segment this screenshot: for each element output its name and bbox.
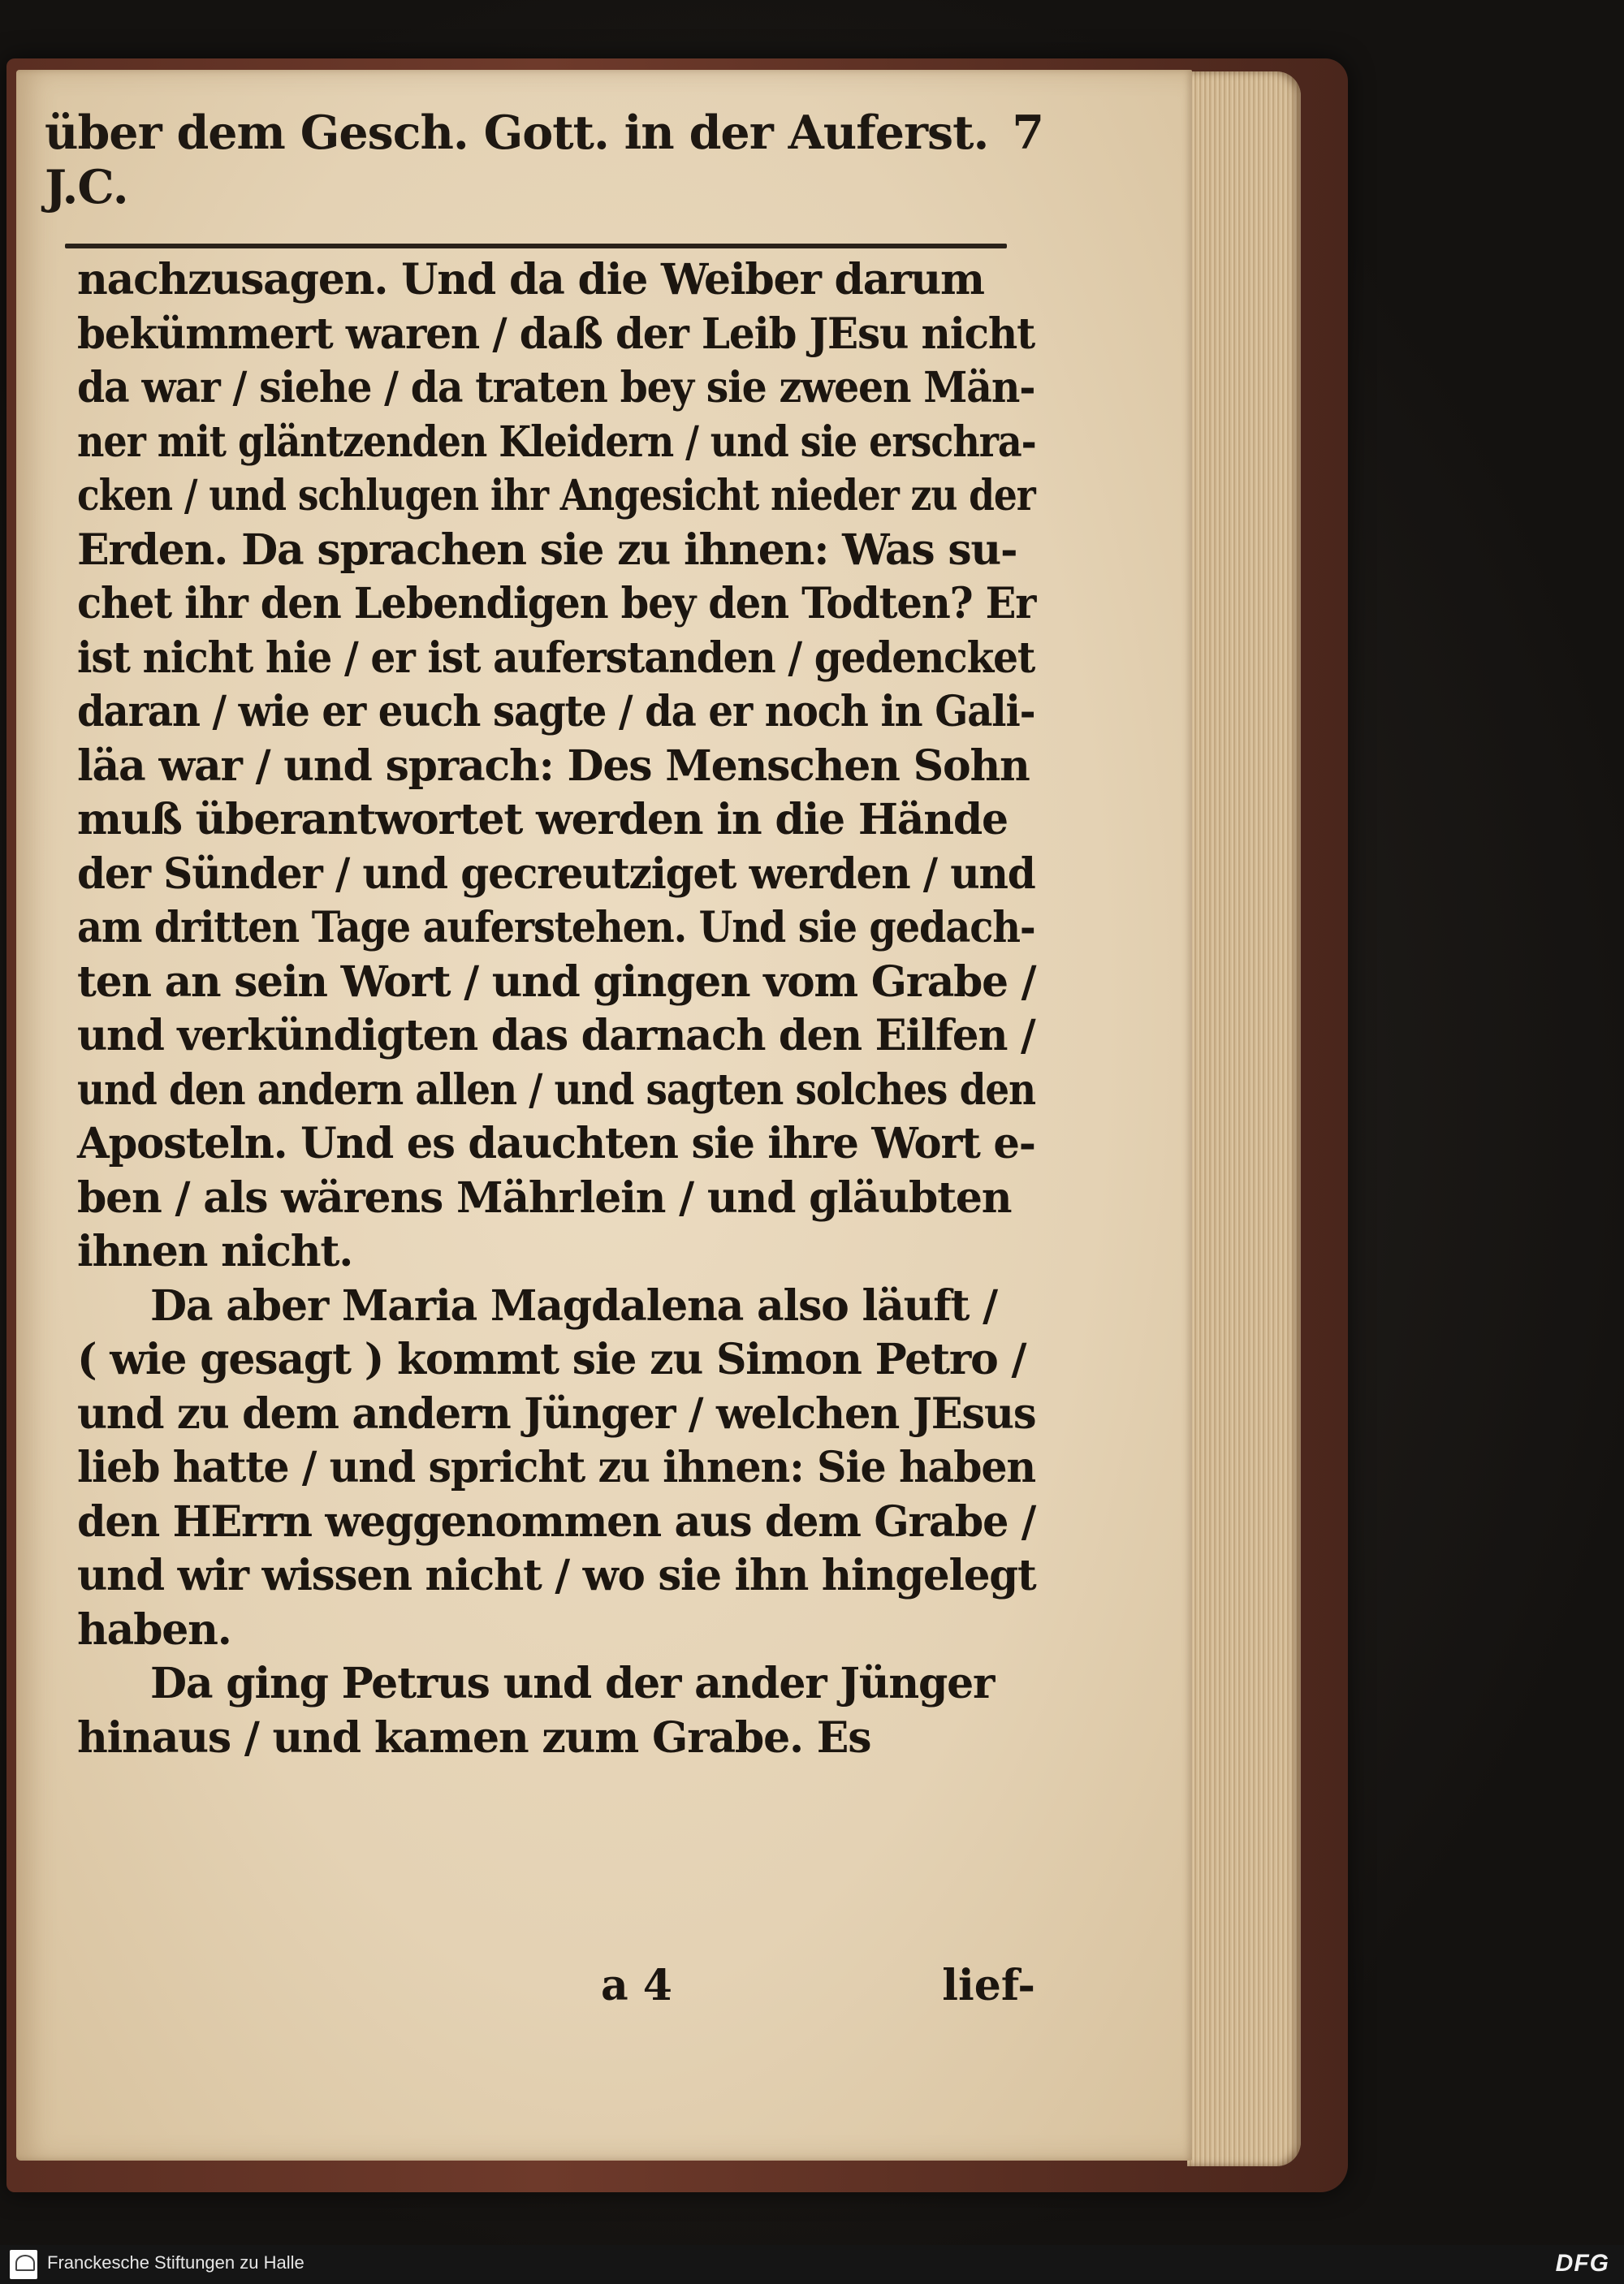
text-line: ben / als wärens Mährlein / und gläubten — [77, 1172, 1012, 1223]
institution-logo-icon — [10, 2250, 37, 2279]
text-line: chet ihr den Lebendigen bey den Todten? Er — [77, 579, 1036, 628]
text-line: und den andern allen / und sagten solches den — [77, 1064, 1036, 1115]
text-line: ten an sein Wort / und gingen vom Grabe / — [77, 956, 1036, 1007]
text-line: der Sünder / und gecreutziget werden / und — [77, 848, 1035, 899]
text-line: am dritten Tage auferstehen. Und sie gedach- — [77, 903, 1035, 952]
text-line: und verkündigten das darnach den Eilfen / — [77, 1011, 1035, 1060]
text-line: Da ging Petrus und der ander Jünger — [150, 1659, 995, 1708]
text-line: nachzusagen. Und da die Weiber darum — [77, 255, 984, 304]
text-line: läa war / und sprach: Des Menschen Sohn — [77, 740, 1030, 791]
header-rule — [65, 244, 1007, 248]
text-line: Aposteln. Und es dauchten sie ihre Wort e- — [77, 1119, 1035, 1168]
text-line: ihnen nicht. — [77, 1227, 353, 1276]
text-line: Erden. Da sprachen sie zu ihnen: Was su- — [77, 525, 1017, 575]
text-line: und zu dem andern Jünger / welchen JEsus — [77, 1388, 1036, 1439]
text-line: daran / wie er euch sagte / da er noch in Gali- — [77, 687, 1035, 736]
text-line: da war / siehe / da traten bey sie zween Män- — [77, 363, 1035, 412]
text-line: ist nicht hie / er ist auferstanden / gedencket — [77, 633, 1035, 683]
body-text — [77, 253, 1035, 1765]
text-line: und wir wissen nicht / wo sie ihn hingelegt — [77, 1551, 1036, 1600]
text-line: muß überantwortet werden in die Hände — [77, 795, 1008, 844]
running-head-title: über dem Gesch. Gott. in der Auferst. J.C. — [45, 106, 989, 214]
text-line: haben. — [77, 1604, 231, 1655]
catchword: lief- — [942, 1961, 1035, 2010]
page-number: 7 — [1012, 106, 1043, 160]
text-line: den HErrn weggenommen aus dem Grabe / — [77, 1496, 1036, 1547]
text-line: lieb hatte / und spricht zu ihnen: Sie haben — [77, 1443, 1036, 1492]
text-line: cken / und schlugen ihr Angesicht nieder zu der — [77, 471, 1035, 520]
text-line: bekümmert waren / daß der Leib JEsu nicht — [77, 309, 1035, 359]
signature-mark: a 4 — [601, 1961, 672, 2010]
institution-name: Franckesche Stiftungen zu Halle — [47, 2252, 304, 2273]
text-line: hinaus / und kamen zum Grabe. Es — [77, 1712, 871, 1763]
viewer-footer-bar — [0, 2245, 1624, 2284]
page-edges — [1187, 71, 1301, 2166]
text-line: Da aber Maria Magdalena also läuft / — [150, 1280, 997, 1331]
text-line: ner mit gläntzenden Kleidern / und sie erschra- — [77, 417, 1036, 467]
dfg-logo: DFG — [1555, 2250, 1609, 2277]
text-line: ( wie gesagt ) kommt sie zu Simon Petro / — [77, 1335, 1026, 1384]
running-head — [45, 106, 1043, 214]
